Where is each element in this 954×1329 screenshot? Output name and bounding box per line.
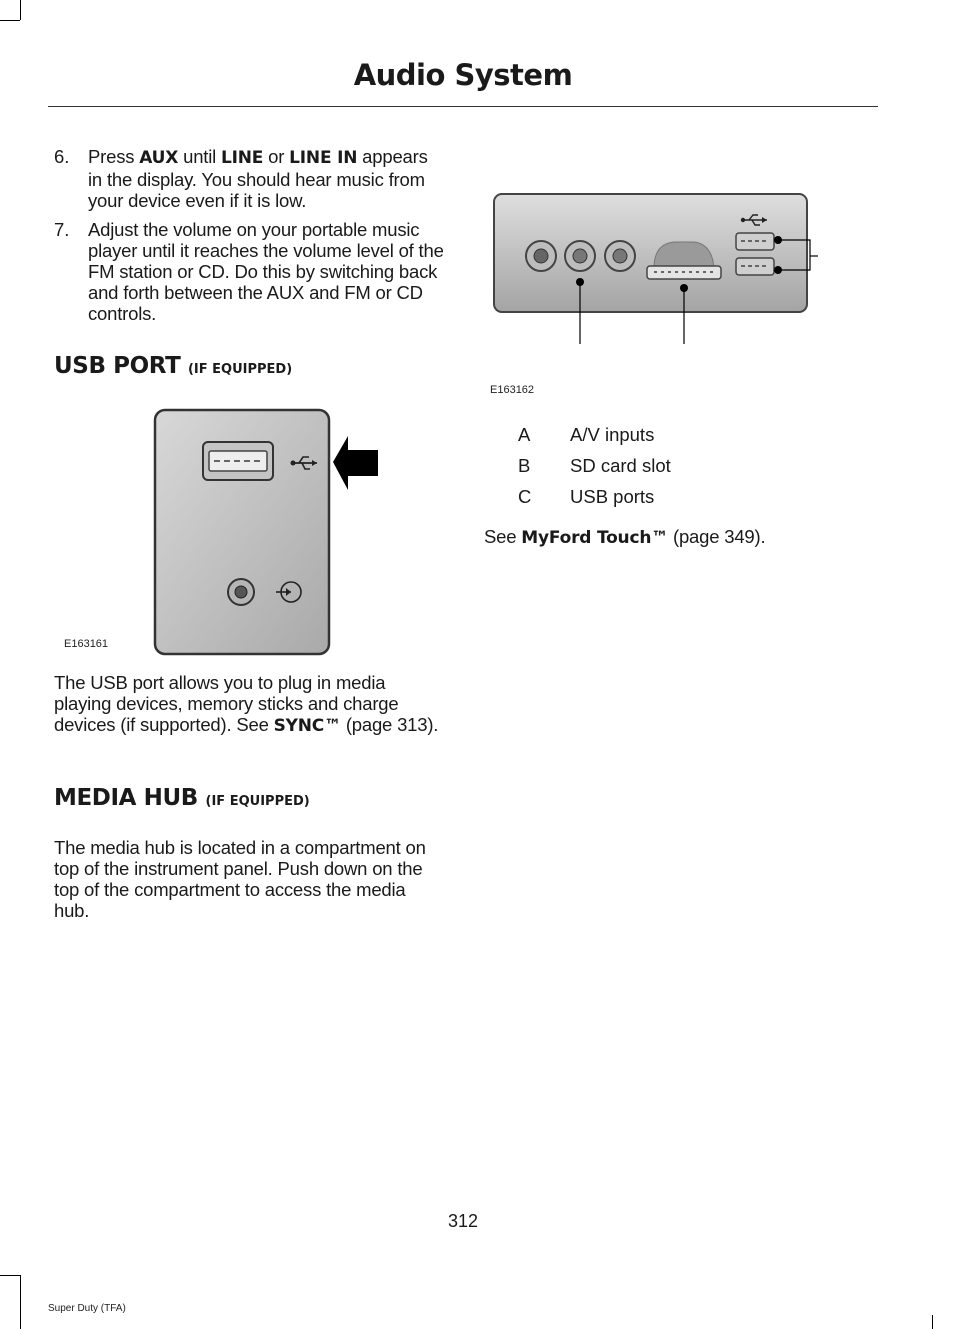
heading-text: MEDIA HUB xyxy=(54,785,198,811)
legend-text: SD card slot xyxy=(570,455,671,476)
crop-mark xyxy=(0,20,20,21)
equipped-note: (IF EQUIPPED) xyxy=(205,794,310,809)
usb-port-heading xyxy=(54,353,292,379)
footer-label: Super Duty (TFA) xyxy=(48,1303,126,1314)
crop-mark xyxy=(20,1275,21,1329)
crop-mark xyxy=(20,0,21,20)
heading-text: USB PORT xyxy=(54,353,181,379)
legend-row xyxy=(518,455,671,486)
usb-icon xyxy=(740,212,770,228)
text-run: (page 349). xyxy=(668,526,766,547)
page-title: Audio System xyxy=(353,58,573,92)
figure-code: E163162 xyxy=(490,384,535,396)
text-run: or xyxy=(263,146,290,167)
header-divider xyxy=(48,106,878,107)
keyword-line-in: LINE IN xyxy=(289,148,358,168)
step-number: 6. xyxy=(54,146,70,167)
media-hub-heading xyxy=(54,785,310,811)
sync-link-text: SYNC™ xyxy=(273,716,341,736)
text-run: Press xyxy=(88,146,140,167)
legend-letter: A xyxy=(518,424,531,445)
figure-legend xyxy=(518,424,671,517)
page-number: 312 xyxy=(447,1211,479,1231)
crop-mark xyxy=(932,1315,933,1329)
text-run: appears in the display. You should hear music from your device even if it is low. xyxy=(88,146,428,211)
legend-text: USB ports xyxy=(570,486,655,507)
media-hub-figure xyxy=(484,186,834,406)
figure-code: E163161 xyxy=(64,638,109,650)
text-run: (page 313). xyxy=(340,714,439,735)
step-text: Adjust the volume on your portable music player until it reaches the volume level of the FM station or CD. Do this by switching back and forth between the AUX and FM or CD controls. xyxy=(88,219,444,324)
legend-text: A/V inputs xyxy=(570,424,655,445)
keyword-aux: AUX xyxy=(139,148,179,168)
media-hub-illustration xyxy=(484,186,834,356)
text-run: See xyxy=(484,526,522,547)
myford-touch-link-text: MyFord Touch™ xyxy=(521,528,669,548)
text-run: until xyxy=(178,146,222,167)
text-run: The USB port allows you to plug in media playing devices, memory sticks and charge devices (if supported). See xyxy=(54,672,399,735)
left-column xyxy=(54,146,446,921)
step-text xyxy=(88,146,446,211)
usb-icon xyxy=(290,453,320,473)
steps-list xyxy=(54,146,446,324)
crop-mark xyxy=(0,1275,20,1276)
legend-row xyxy=(518,486,671,517)
media-hub-paragraph: The media hub is located in a compartment on top of the instrument panel. Push down on the top of the compartment to access the media hub. xyxy=(54,837,426,921)
legend-letter: B xyxy=(518,455,531,476)
keyword-line: LINE xyxy=(221,148,264,168)
legend-letter: C xyxy=(518,486,532,507)
legend-row xyxy=(518,424,671,455)
usb-port-illustration xyxy=(54,406,446,658)
aux-input-icon xyxy=(275,578,303,606)
usb-port-figure xyxy=(54,406,446,658)
list-item xyxy=(54,146,446,211)
list-item xyxy=(54,219,446,324)
usb-paragraph xyxy=(54,672,446,737)
see-reference xyxy=(484,526,884,549)
av-jacks xyxy=(526,241,635,271)
equipped-note: (IF EQUIPPED) xyxy=(187,362,293,377)
step-number: 7. xyxy=(54,219,70,240)
